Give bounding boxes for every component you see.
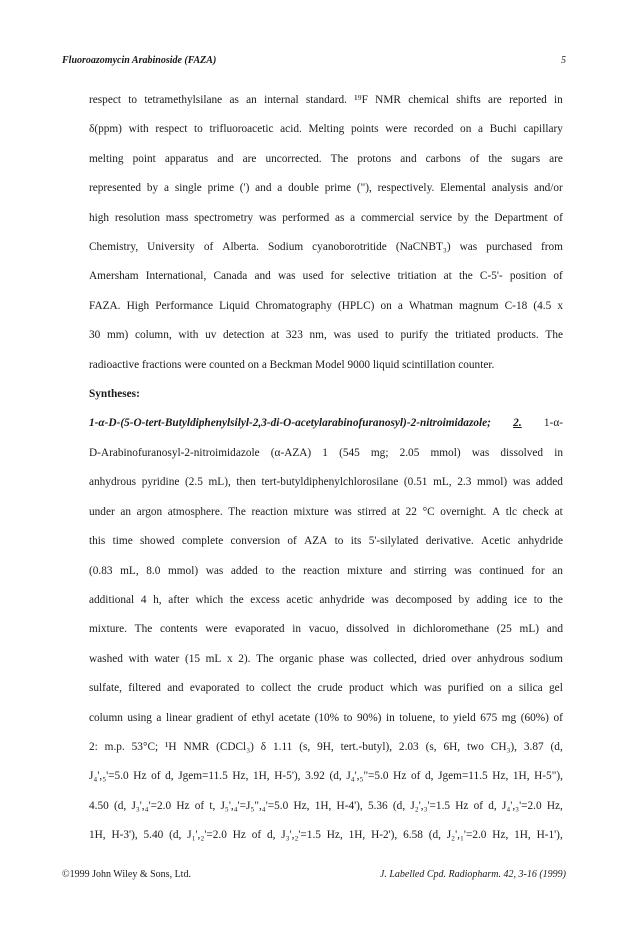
synthesis-line: additional 4 h, after which the excess acetic anhydride was decomposed by adding ice to the [89,593,563,606]
synthesis-line: D-Arabinofuranosyl-2-nitroimidazole (α-AZA) 1 (545 mg; 2.05 mmol) was dissolved in [89,446,563,459]
journal-citation: J. Labelled Cpd. Radiopharm. 42, 3-16 (1999) [379,869,566,880]
synthesis-line: column using a linear gradient of ethyl acetate (10% to 90%) in toluene, to yield 675 mg (60%) of [89,711,563,724]
synthesis-line: anhydrous pyridine (2.5 mL), then tert-butyldiphenylchlorosilane (0.51 mL, 2.3 mmol) was added [89,476,563,489]
synthesis-line: mixture. The contents were evaporated in vacuo, dissolved in dichloromethane (25 mL) and [89,623,563,636]
synthesis-line: sulfate, filtered and evaporated to collect the crude product which was purified on a silica gel [89,682,563,695]
compound-name: 1-α-D-(5-O-tert-Butyldiphenylsilyl-2,3-di-O-acetylarabinofuranosyl)-2-nitroimidazole; [89,417,491,430]
body-line: melting point apparatus and are uncorrected. The protons and carbons of the sugars are [89,152,563,165]
body-line: δ(ppm) with respect to trifluoroacetic acid. Melting points were recorded on a Buchi capillary [89,123,563,136]
body-line: 30 mm) column, with uv detection at 323 nm, was used to purify the tritiated products. The [89,329,563,342]
synthesis-line: washed with water (15 mL x 2). The organic phase was collected, dried over anhydrous sodium [89,652,563,665]
body-line: FAZA. High Performance Liquid Chromatography (HPLC) on a Whatman magnum C-18 (4.5 x [89,299,563,312]
compound-number: 2. [513,417,522,430]
body-line: radioactive fractions were counted on a Beckman Model 9000 liquid scintillation counter. [89,358,495,371]
synthesis-line: (0.83 mL, 8.0 mmol) was added to the reaction mixture and stirring was continued for an [89,564,563,577]
title-tail: 1-α- [543,417,563,430]
running-title: Fluoroazomycin Arabinoside (FAZA) [62,55,217,66]
synthesis-line: 4.50 (d, J₃',₄'=2.0 Hz of t, J₅',₄'=J₅",₄'=5.0 Hz, 1H, H-4'), 5.36 (d, J₂',₃'=1.5 Hz of d, J₄',₃'=2.0 Hz, [89,799,563,812]
synthesis-line: 1H, H-3'), 5.40 (d, J₁',₂'=2.0 Hz of d, J₃',₂'=1.5 Hz, 1H, H-2'), 6.58 (d, J₂',₁'=2.0 Hz, 1H, H-1'), [89,829,563,842]
copyright-notice: ©1999 John Wiley & Sons, Ltd. [62,869,191,880]
body-line: respect to tetramethylsilane as an internal standard. ¹⁹F NMR chemical shifts are reported in [89,94,563,106]
body-line: high resolution mass spectrometry was performed as a commercial service by the Department of [89,211,563,224]
synthesis-line: under an argon atmosphere. The reaction mixture was stirred at 22 °C overnight. A tlc check at [89,505,563,518]
synthesis-title [89,409,563,438]
body-line: represented by a single prime (') and a double prime ("), respectively. Elemental analysis and/or [89,182,563,195]
page-number: 5 [561,55,566,66]
synthesis-line: J₄',₅'=5.0 Hz of d, Jgem=11.5 Hz, 1H, H-5'), 3.92 (d, J₄',₅"=5.0 Hz of d, Jgem=11.5 Hz, 1H, H-5"), [89,770,563,783]
synthesis-line: 2: m.p. 53°C; ¹H NMR (CDCl₃) δ 1.11 (s, 9H, tert.-butyl), 2.03 (s, 6H, two CH₃), 3.87 (d, [89,740,563,753]
section-heading: Syntheses: [89,388,140,401]
body-line: Amersham International, Canada and was used for selective tritiation at the C-5'- position of [89,270,563,283]
synthesis-line: this time showed complete conversion of AZA to its 5'-silylated derivative. Acetic anhydride [89,535,563,548]
body-line: Chemistry, University of Alberta. Sodium cyanoborotritide (NaCNBT₃) was purchased from [89,241,563,254]
body-text [89,86,563,851]
